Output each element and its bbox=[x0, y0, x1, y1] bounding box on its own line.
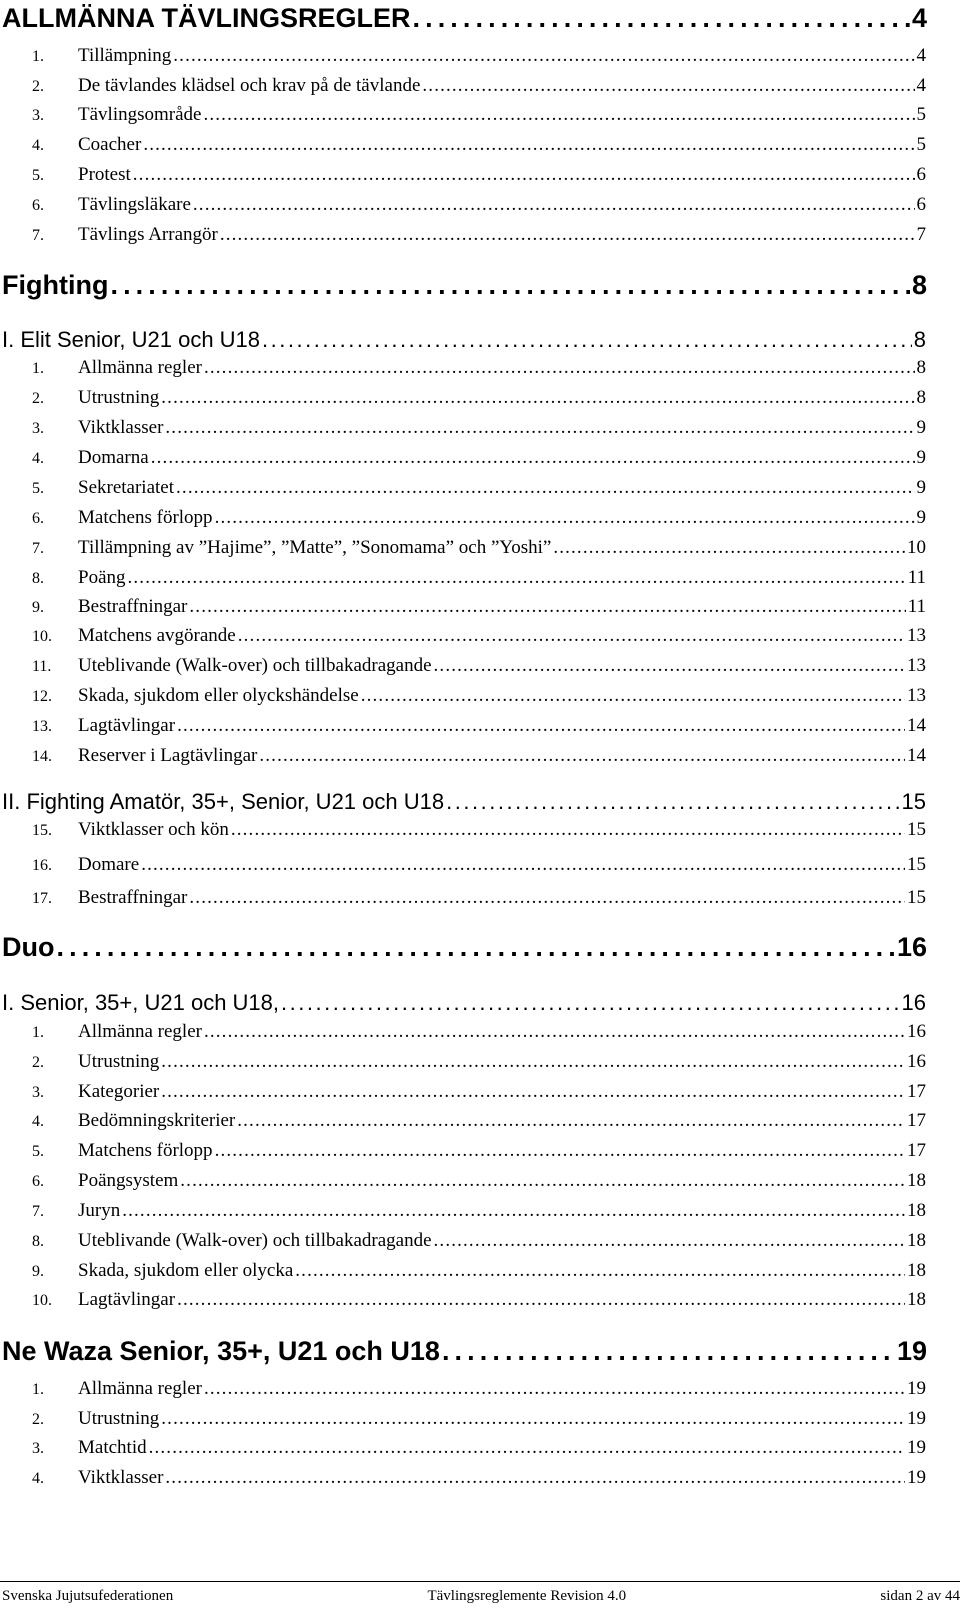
toc-entry[interactable] bbox=[32, 887, 926, 913]
toc-entry[interactable] bbox=[32, 1021, 926, 1047]
dot-leader bbox=[56, 932, 894, 963]
dot-leader bbox=[237, 1110, 905, 1132]
toc-entry-number: 2. bbox=[32, 390, 44, 407]
footer-page-number: sidan 2 av 44 bbox=[880, 1588, 960, 1604]
toc-entry-number: 5. bbox=[32, 480, 44, 497]
toc-page-number: 18 bbox=[907, 1260, 926, 1281]
toc-entry[interactable] bbox=[32, 537, 926, 563]
toc-entry-number: 6. bbox=[32, 510, 44, 527]
toc-page-number: 14 bbox=[907, 745, 926, 766]
toc-entry-number: 12. bbox=[32, 688, 52, 705]
toc-entry-title: Bedömningskriterier bbox=[78, 1110, 236, 1131]
toc-page-number: 9 bbox=[916, 507, 926, 528]
toc-entry-number: 7. bbox=[32, 540, 44, 557]
toc-chapter-heading[interactable] bbox=[2, 3, 927, 37]
toc-page-number: 9 bbox=[916, 447, 926, 468]
dot-leader bbox=[238, 625, 905, 647]
toc-page-number: 10 bbox=[907, 537, 926, 558]
dot-leader bbox=[161, 387, 914, 409]
toc-page-number: 5 bbox=[916, 134, 926, 155]
dot-leader bbox=[189, 887, 905, 909]
toc-entry-title: Matchens avgörande bbox=[78, 625, 236, 646]
toc-entry[interactable] bbox=[32, 75, 926, 101]
toc-entry-number: 3. bbox=[32, 1440, 44, 1457]
toc-entry-number: 14. bbox=[32, 748, 52, 765]
toc-entry-title: Coacher bbox=[78, 134, 142, 155]
toc-entry-title: Allmänna regler bbox=[78, 357, 202, 378]
toc-chapter-heading[interactable] bbox=[2, 1336, 927, 1370]
toc-page-number: 4 bbox=[916, 75, 926, 96]
toc-page-number: 13 bbox=[907, 625, 926, 646]
toc-entry-number: 4. bbox=[32, 137, 44, 154]
toc-entry-number: 4. bbox=[32, 1113, 44, 1130]
dot-leader bbox=[176, 477, 914, 499]
toc-entry-number: 15. bbox=[32, 822, 52, 839]
toc-entry-title: Viktklasser bbox=[78, 1467, 164, 1488]
toc-entry-number: 4. bbox=[32, 1470, 44, 1487]
toc-page-number: 13 bbox=[907, 685, 926, 706]
toc-page-number: 9 bbox=[916, 477, 926, 498]
toc-page-number: 18 bbox=[907, 1289, 926, 1310]
toc-entry-number: 10. bbox=[32, 628, 52, 645]
dot-leader bbox=[165, 417, 914, 439]
dot-leader bbox=[133, 164, 915, 186]
toc-entry-title: Utrustning bbox=[78, 387, 160, 408]
toc-entry[interactable] bbox=[32, 819, 926, 845]
toc-entry[interactable] bbox=[32, 507, 926, 533]
toc-entry-title: Matchens förlopp bbox=[78, 1140, 213, 1161]
toc-entry-title: Bestraffningar bbox=[78, 596, 188, 617]
toc-entry-number: 8. bbox=[32, 1233, 44, 1250]
dot-leader bbox=[180, 1170, 905, 1192]
toc-entry[interactable] bbox=[32, 854, 926, 880]
toc-page-number: 4 bbox=[916, 45, 926, 66]
toc-entry[interactable] bbox=[32, 104, 926, 130]
toc-entry-title: Reserver i Lagtävlingar bbox=[78, 745, 258, 766]
toc-entry-title: I. Elit Senior, U21 och U18 bbox=[2, 327, 261, 352]
toc-page-number: 8 bbox=[911, 270, 927, 300]
toc-section-heading[interactable] bbox=[2, 990, 926, 1018]
toc-entry-title: De tävlandes klädsel och krav på de tävlande bbox=[78, 75, 421, 96]
dot-leader bbox=[161, 1081, 905, 1103]
toc-entry[interactable] bbox=[32, 625, 926, 651]
toc-entry[interactable] bbox=[32, 1170, 926, 1196]
toc-page-number: 17 bbox=[907, 1110, 926, 1131]
toc-entry-number: 8. bbox=[32, 570, 44, 587]
footer-organization: Svenska Jujutsufederationen bbox=[2, 1588, 174, 1604]
toc-page-number: 18 bbox=[907, 1230, 926, 1251]
toc-entry[interactable] bbox=[32, 1230, 926, 1256]
toc-entry-title: Kategorier bbox=[78, 1081, 160, 1102]
toc-page-number: 19 bbox=[907, 1408, 926, 1429]
toc-entry[interactable] bbox=[32, 45, 926, 71]
toc-entry[interactable] bbox=[32, 567, 926, 593]
toc-entry-number: 16. bbox=[32, 857, 52, 874]
toc-page-number: 14 bbox=[907, 715, 926, 736]
toc-page-number: 8 bbox=[916, 357, 926, 378]
toc-section-heading[interactable] bbox=[2, 327, 926, 355]
toc-entry[interactable] bbox=[32, 387, 926, 413]
dot-leader bbox=[128, 567, 906, 589]
toc-entry-number: 17. bbox=[32, 890, 52, 907]
dot-leader bbox=[422, 75, 914, 97]
toc-entry-number: 3. bbox=[32, 420, 44, 437]
dot-leader bbox=[295, 1260, 905, 1282]
toc-entry-number: 9. bbox=[32, 1263, 44, 1280]
toc-entry-title: Domarna bbox=[78, 447, 149, 468]
toc-entry-number: 5. bbox=[32, 167, 44, 184]
toc-entry[interactable] bbox=[32, 715, 926, 741]
toc-entry[interactable] bbox=[32, 417, 926, 443]
dot-leader bbox=[412, 3, 909, 34]
dot-leader bbox=[189, 596, 905, 618]
toc-entry-number: 6. bbox=[32, 1173, 44, 1190]
toc-page-number: 9 bbox=[916, 417, 926, 438]
toc-entry-title: I. Senior, 35+, U21 och U18, bbox=[2, 990, 280, 1015]
toc-entry-number: 2. bbox=[32, 1411, 44, 1428]
toc-page-number: 15 bbox=[907, 819, 926, 840]
toc-entry-title: Skada, sjukdom eller olyckshändelse bbox=[78, 685, 359, 706]
toc-entry-title: Bestraffningar bbox=[78, 887, 188, 908]
toc-entry[interactable] bbox=[32, 477, 926, 503]
toc-page-number: 13 bbox=[907, 655, 926, 676]
dot-leader bbox=[173, 45, 914, 67]
toc-entry-number: 10. bbox=[32, 1292, 52, 1309]
dot-leader bbox=[231, 819, 905, 841]
toc-entry-title: Uteblivande (Walk-over) och tillbakadragande bbox=[78, 1230, 432, 1251]
toc-entry-title: Tävlings Arrangör bbox=[78, 224, 218, 245]
page-footer bbox=[0, 1588, 960, 1618]
dot-leader bbox=[203, 104, 914, 126]
toc-entry[interactable] bbox=[32, 596, 926, 622]
toc-entry[interactable] bbox=[32, 1260, 926, 1286]
toc-page-number: 16 bbox=[907, 1051, 926, 1072]
toc-entry[interactable] bbox=[32, 164, 926, 190]
dot-leader bbox=[141, 854, 905, 876]
toc-entry-number: 3. bbox=[32, 1084, 44, 1101]
toc-page-number: 11 bbox=[907, 567, 926, 588]
toc-entry-title: Tillämpning bbox=[78, 45, 172, 66]
toc-entry-number: 5. bbox=[32, 1143, 44, 1160]
dot-leader bbox=[259, 745, 905, 767]
toc-entry-title: Tävlingsområde bbox=[78, 104, 202, 125]
toc-page-number: 6 bbox=[916, 164, 926, 185]
toc-entry[interactable] bbox=[32, 1289, 926, 1315]
toc-entry-title: Skada, sjukdom eller olycka bbox=[78, 1260, 294, 1281]
footer-document-title: Tävlingsreglemente Revision 4.0 bbox=[427, 1588, 627, 1604]
toc-entry-title: Ne Waza Senior, 35+, U21 och U18 bbox=[2, 1336, 440, 1366]
toc-page-number: 17 bbox=[907, 1081, 926, 1102]
toc-entry-title: Lagtävlingar bbox=[78, 715, 176, 736]
dot-leader bbox=[434, 655, 905, 677]
toc-entry-title: Allmänna regler bbox=[78, 1021, 202, 1042]
toc-entry[interactable] bbox=[32, 224, 926, 250]
toc-entry[interactable] bbox=[32, 745, 926, 771]
toc-entry[interactable] bbox=[32, 1467, 926, 1493]
toc-entry-title: Juryn bbox=[78, 1200, 121, 1221]
toc-entry[interactable] bbox=[32, 134, 926, 160]
toc-entry-title: Uteblivande (Walk-over) och tillbakadragande bbox=[78, 655, 432, 676]
dot-leader bbox=[143, 134, 914, 156]
toc-entry-title: Tävlingsläkare bbox=[78, 194, 191, 215]
toc-entry[interactable] bbox=[32, 1378, 926, 1404]
toc-page-number: 15 bbox=[907, 854, 926, 875]
toc-page-number: 18 bbox=[907, 1200, 926, 1221]
toc-entry[interactable] bbox=[32, 655, 926, 681]
toc-entry-number: 6. bbox=[32, 197, 44, 214]
dot-leader bbox=[177, 1289, 905, 1311]
toc-page-number: 8 bbox=[916, 387, 926, 408]
toc-page-number: 15 bbox=[907, 887, 926, 908]
dot-leader bbox=[442, 1336, 895, 1367]
toc-page-number: 4 bbox=[911, 3, 927, 33]
toc-entry-title: II. Fighting Amatör, 35+, Senior, U21 och U18 bbox=[2, 789, 445, 814]
dot-leader bbox=[161, 1408, 905, 1430]
toc-entry-number: 1. bbox=[32, 360, 44, 377]
toc-entry-title: Protest bbox=[78, 164, 131, 185]
toc-page-number: 17 bbox=[907, 1140, 926, 1161]
dot-leader bbox=[361, 685, 905, 707]
toc-page-number: 19 bbox=[907, 1437, 926, 1458]
toc-page-number: 11 bbox=[907, 596, 926, 617]
toc-page-number: 19 bbox=[907, 1378, 926, 1399]
toc-chapter-heading[interactable] bbox=[2, 270, 927, 304]
dot-leader bbox=[204, 1378, 905, 1400]
toc-entry-title: Tillämpning av ”Hajime”, ”Matte”, ”Sonomama” och ”Yoshi” bbox=[78, 537, 552, 558]
dot-leader bbox=[434, 1230, 905, 1252]
toc-section-heading[interactable] bbox=[2, 789, 926, 817]
toc-entry-number: 1. bbox=[32, 48, 44, 65]
toc-entry-title: Domare bbox=[78, 854, 140, 875]
toc-entry[interactable] bbox=[32, 357, 926, 383]
toc-page-number: 15 bbox=[901, 789, 926, 814]
toc-entry-title: Matchens förlopp bbox=[78, 507, 213, 528]
toc-entry-title: Allmänna regler bbox=[78, 1378, 202, 1399]
toc-entry[interactable] bbox=[32, 1200, 926, 1226]
toc-entry-title: Matchtid bbox=[78, 1437, 147, 1458]
toc-page-number: 5 bbox=[916, 104, 926, 125]
toc-entry[interactable] bbox=[32, 1140, 926, 1166]
toc-entry-title: Lagtävlingar bbox=[78, 1289, 176, 1310]
dot-leader bbox=[220, 224, 915, 246]
toc-page-number: 6 bbox=[916, 194, 926, 215]
toc-entry-number: 1. bbox=[32, 1024, 44, 1041]
toc-page-number: 18 bbox=[907, 1170, 926, 1191]
toc-entry-number: 7. bbox=[32, 227, 44, 244]
toc-entry-title: Fighting bbox=[2, 270, 109, 300]
dot-leader bbox=[110, 270, 910, 301]
toc-page-number: 16 bbox=[896, 932, 927, 962]
toc-entry[interactable] bbox=[32, 685, 926, 711]
toc-page-number: 16 bbox=[901, 990, 926, 1015]
dot-leader bbox=[262, 327, 912, 353]
toc-entry-number: 11. bbox=[32, 658, 52, 675]
toc-entry[interactable] bbox=[32, 1110, 926, 1136]
toc-chapter-heading[interactable] bbox=[2, 932, 927, 966]
toc-entry[interactable] bbox=[32, 194, 926, 220]
toc-page-number: 16 bbox=[907, 1021, 926, 1042]
toc-page-number: 19 bbox=[907, 1467, 926, 1488]
toc-entry-number: 1. bbox=[32, 1381, 44, 1398]
toc-entry-number: 7. bbox=[32, 1203, 44, 1220]
toc-entry-number: 13. bbox=[32, 718, 52, 735]
toc-entry-title: Sekretariatet bbox=[78, 477, 175, 498]
toc-page-number: 19 bbox=[896, 1336, 927, 1366]
dot-leader bbox=[177, 715, 905, 737]
dot-leader bbox=[281, 990, 900, 1016]
dot-leader bbox=[215, 507, 915, 529]
toc-entry-title: ALLMÄNNA TÄVLINGSREGLER bbox=[2, 3, 411, 33]
dot-leader bbox=[204, 357, 915, 379]
toc-entry[interactable] bbox=[32, 1081, 926, 1107]
toc-entry[interactable] bbox=[32, 1437, 926, 1463]
dot-leader bbox=[446, 789, 899, 815]
dot-leader bbox=[204, 1021, 905, 1043]
toc-entry[interactable] bbox=[32, 1051, 926, 1077]
toc-entry-title: Viktklasser bbox=[78, 417, 164, 438]
toc-entry-title: Poäng bbox=[78, 567, 126, 588]
toc-entry-title: Duo bbox=[2, 932, 55, 962]
toc-page-number: 8 bbox=[913, 327, 926, 352]
toc-entry-title: Poängsystem bbox=[78, 1170, 179, 1191]
dot-leader bbox=[165, 1467, 905, 1489]
toc-entry-number: 2. bbox=[32, 78, 44, 95]
dot-leader bbox=[553, 537, 905, 559]
dot-leader bbox=[149, 1437, 905, 1459]
toc-entry-number: 2. bbox=[32, 1054, 44, 1071]
dot-leader bbox=[193, 194, 915, 216]
toc-entry-number: 9. bbox=[32, 599, 44, 616]
toc-entry[interactable] bbox=[32, 1408, 926, 1434]
toc-entry-title: Viktklasser och kön bbox=[78, 819, 229, 840]
dot-leader bbox=[215, 1140, 905, 1162]
toc-entry[interactable] bbox=[32, 447, 926, 473]
dot-leader bbox=[151, 447, 915, 469]
toc-page-number: 7 bbox=[916, 224, 926, 245]
footer-rule bbox=[0, 1581, 960, 1582]
toc-entry-title: Utrustning bbox=[78, 1051, 160, 1072]
toc-entry-number: 3. bbox=[32, 107, 44, 124]
toc-entry-number: 4. bbox=[32, 450, 44, 467]
dot-leader bbox=[161, 1051, 905, 1073]
dot-leader bbox=[122, 1200, 905, 1222]
toc-entry-title: Utrustning bbox=[78, 1408, 160, 1429]
